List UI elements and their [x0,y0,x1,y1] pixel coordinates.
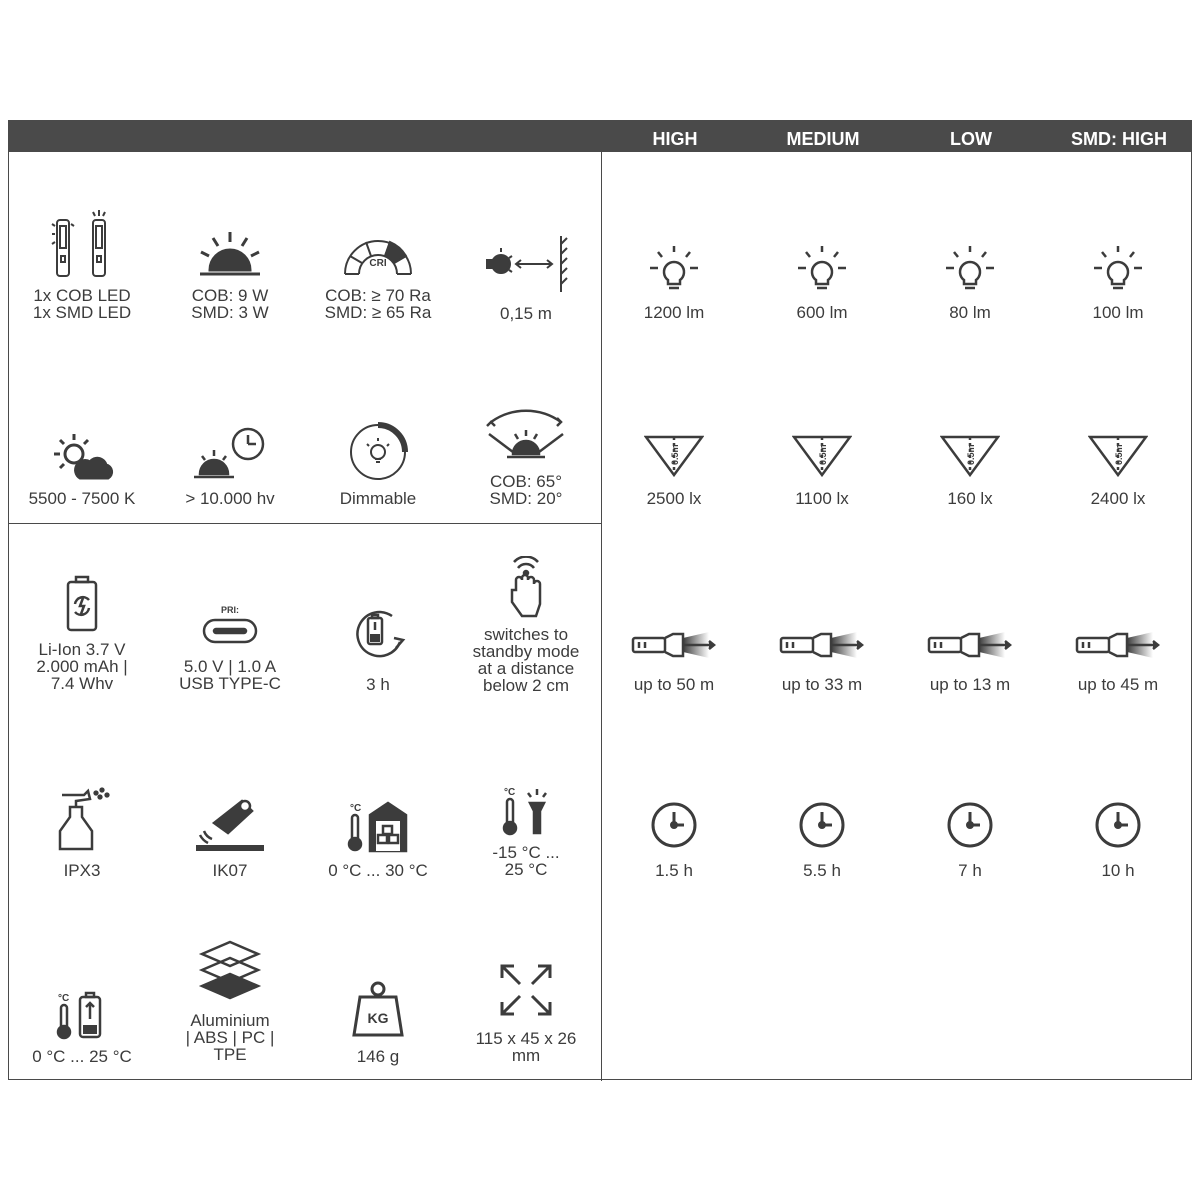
material-layers-icon [156,938,304,1009]
mode-header-smd-high: SMD: HIGH [1071,129,1167,149]
mode-header-high: HIGH [652,129,698,149]
svg-text:0.5m: 0.5m [818,444,828,465]
illuminance-cone-icon [748,435,896,482]
spec-operating-temp [452,785,600,895]
luminous-flux-high [600,244,748,334]
clock-icon [748,800,896,855]
svg-text:0.5m: 0.5m [670,444,680,465]
luminous-flux-smd-high [1044,244,1192,334]
spec-weight [304,975,452,1075]
led-type-label: 1x COB LED 1x SMD LED [32,286,132,322]
bulb-icon [1044,244,1192,295]
spec-beam-angle [452,400,600,520]
illuminance-cone-icon [1044,435,1192,482]
section-divider [9,523,601,524]
color-temp-label: 5500 - 7500 K [28,489,136,508]
clock-icon [1044,800,1192,855]
spec-input [156,570,304,700]
flashlight-beam-icon [748,630,896,665]
charge-time-icon [304,608,452,663]
storage-temp-label: 0 °C ... 30 °C [328,861,428,880]
luminous-flux-value: 100 lm [1092,303,1144,322]
power-label: COB: 9 W SMD: 3 W [191,286,269,322]
luminous-flux-value: 1200 lm [643,303,705,322]
beam-distance-value: up to 45 m [1077,675,1159,694]
beam-distance-high [600,630,748,720]
luminous-flux-value: 80 lm [949,303,991,322]
beam-distance-low [896,630,1044,720]
illuminance-value: 2400 lx [1090,489,1146,508]
svg-text:°C: °C [58,993,70,1004]
spec-power [156,200,304,330]
svg-text:°C: °C [350,803,362,814]
illuminance-high [600,435,748,525]
beam-angle-label: COB: 65° SMD: 20° [489,472,563,508]
beam-distance-value: up to 50 m [633,675,715,694]
illuminance-value: 1100 lx [795,489,849,508]
beam-distance-value: up to 13 m [929,675,1011,694]
runtime-value: 1.5 h [655,861,693,880]
svg-text:KG: KG [367,1010,389,1026]
input-label: 5.0 V | 1.0 A USB TYPE-C [179,657,281,693]
spec-dimmable [304,400,452,520]
spec-lifetime [156,400,304,520]
ik-rating-label: IK07 [212,861,248,880]
led-lamps-icon [8,200,156,285]
illuminance-cone-icon [896,435,1044,482]
bulb-icon [748,244,896,295]
charging-temp-label: 0 °C ... 25 °C [32,1047,132,1066]
spray-bottle-icon [8,785,156,858]
spec-standby [452,556,600,696]
standby-label: switches to standby mode at a distance below 2 cm [472,625,580,695]
spec-ik-rating [156,785,304,895]
beam-distance-medium [748,630,896,720]
spec-material [156,938,304,1068]
illuminance-low [896,435,1044,525]
illuminance-smd-high [1044,435,1192,525]
weight-icon [304,979,452,1044]
cri-gauge-icon [304,236,452,283]
spec-color-temp [8,400,156,520]
runtime-high [600,800,748,890]
runtime-medium [748,800,896,890]
illuminance-medium [748,435,896,525]
spec-led-type [8,200,156,330]
weight-label: 146 g [356,1047,400,1066]
runtime-value: 7 h [958,861,982,880]
spec-ip-rating [8,785,156,895]
clock-icon [896,800,1044,855]
operating-temp-label: -15 °C ... 25 °C [492,843,560,879]
svg-text:CRI: CRI [369,258,387,269]
svg-text:0.5m: 0.5m [966,444,976,465]
flashlight-beam-icon [600,630,748,665]
flashlight-beam-icon [1044,630,1192,665]
svg-text:°C: °C [504,787,516,798]
luminous-flux-value: 600 lm [796,303,848,322]
beam-angle-icon [452,404,600,469]
cri-label: COB: ≥ 70 Ra SMD: ≥ 65 Ra [324,286,432,322]
bulb-icon [896,244,1044,295]
material-label: Aluminium | ABS | PC | TPE [185,1011,275,1064]
svg-text:PRI:: PRI: [221,605,239,615]
touch-sensor-icon [452,556,600,625]
flashlight-beam-icon [896,630,1044,665]
expand-arrows-icon [452,960,600,1025]
dimmable-label: Dimmable [339,489,417,508]
runtime-low [896,800,1044,890]
beam-distance-smd-high [1044,630,1192,720]
spec-charging-temp [8,985,156,1075]
spec-storage-temp [304,785,452,895]
lamp-clock-icon [156,424,304,487]
svg-text:0.5m: 0.5m [1114,444,1124,465]
battery-label: Li-Ion 3.7 V 2.000 mAh | 7.4 Whv [36,640,128,693]
dimmer-icon [304,422,452,487]
usb-c-icon [156,604,304,651]
runtime-smd-high [1044,800,1192,890]
dimensions-label: 115 x 45 x 26 mm [475,1029,577,1065]
sun-cloud-icon [8,430,156,487]
mode-header-low: LOW [950,129,992,149]
battery-recharge-icon [8,574,156,637]
distance-wall-icon [452,234,600,299]
spec-dimensions [452,960,600,1070]
illuminance-value: 160 lx [947,489,993,508]
spec-min-distance [452,200,600,330]
mode-header-medium: MEDIUM [786,129,860,149]
impact-icon [156,793,304,858]
spec-charge-time [304,570,452,700]
runtime-value: 10 h [1101,861,1135,880]
lifetime-label: > 10.000 hv [185,489,275,508]
bulb-icon [600,244,748,295]
power-lamp-icon [156,230,304,285]
runtime-value: 5.5 h [803,861,841,880]
illuminance-cone-icon [600,435,748,482]
operating-thermometer-icon [452,785,600,842]
spec-cri [304,200,452,330]
ip-rating-label: IPX3 [63,861,101,880]
charging-thermometer-icon [8,989,156,1046]
clock-icon [600,800,748,855]
luminous-flux-low [896,244,1044,334]
spec-battery [8,570,156,700]
charge-time-label: 3 h [366,675,390,694]
min-distance-label: 0,15 m [500,304,552,323]
illuminance-value: 2500 lx [646,489,702,508]
beam-distance-value: up to 33 m [781,675,863,694]
storage-thermometer-icon [304,801,452,858]
luminous-flux-medium [748,244,896,334]
